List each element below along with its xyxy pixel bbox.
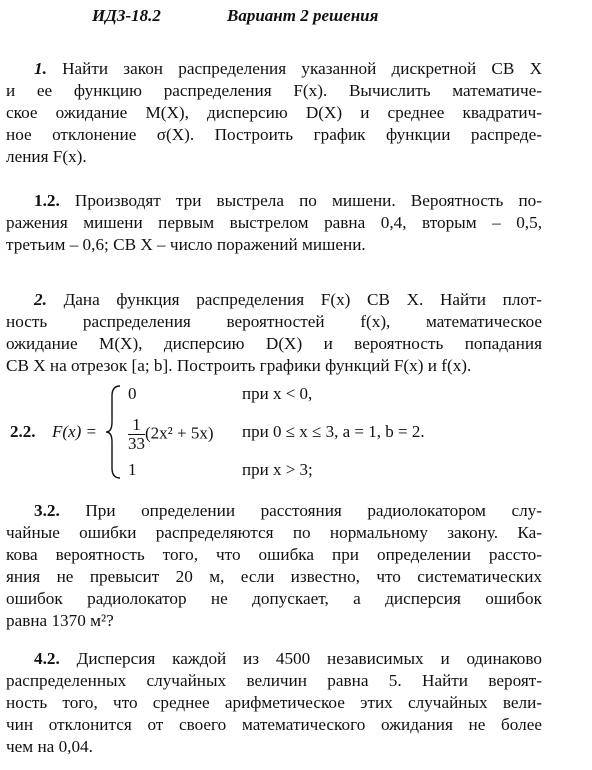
task-line: ность того, что среднее арифметическое этих случайных вели- [6, 693, 542, 712]
task-line: ражения мишени первым выстрелом равна 0,4, вторым – 0,5, [6, 213, 542, 232]
variant-title: Вариант 2 решения [227, 6, 379, 25]
task-number: 1. [34, 59, 47, 78]
task-line: ления F(x). [6, 147, 87, 166]
task-line: распределенных случайных величин равна 5. Найти вероят- [6, 671, 542, 690]
task-number: 2. [34, 290, 47, 309]
task-line: кова вероятность того, что ошибка при определении рассто- [6, 545, 542, 564]
case-3-condition: при x > 3; [242, 460, 313, 479]
task-line-text: При определении расстояния радиолокатором слу- [85, 501, 542, 520]
task-line: ское ожидание M(X), дисперсию D(X) и среднее квадратич- [6, 103, 542, 122]
fraction [128, 416, 145, 453]
task-line [6, 500, 542, 522]
task-line: чем на 0,04. [6, 737, 93, 756]
task-line-text: Дана функция распределения F(x) СВ X. Найти плот- [63, 290, 543, 309]
task-number: 1.2. [34, 191, 60, 210]
formula-label: 2.2. [10, 422, 36, 441]
task-line [6, 190, 542, 212]
task-line [6, 289, 542, 311]
fraction-denominator: 33 [128, 434, 145, 453]
task-line: третьим – 0,6; СВ X – число поражений мишени. [6, 235, 366, 254]
task-2-text [6, 289, 542, 377]
task-line: равна 1370 м²? [6, 611, 114, 630]
task-1-text [6, 58, 542, 168]
curly-brace-icon [104, 384, 124, 480]
task-line: ное отклонение σ(X). Построить график функции распреде- [6, 125, 542, 144]
task-3-2-text [6, 500, 542, 632]
task-1-2-text [6, 190, 542, 256]
fraction-numerator: 1 [128, 416, 145, 435]
case-1-value: 0 [128, 384, 137, 403]
case-2-condition: при 0 ≤ x ≤ 3, a = 1, b = 2. [242, 422, 425, 441]
task-line: СВ X на отрезок [a; b]. Построить графики функций F(x) и f(x). [6, 356, 472, 375]
page-header [92, 6, 379, 26]
task-line: и ее функцию распределения F(x). Вычислить математиче- [6, 81, 542, 100]
case-3-value: 1 [128, 460, 137, 479]
case-2-expression: (2x² + 5x) [145, 423, 214, 443]
task-number: 4.2. [34, 649, 60, 668]
task-line: яния не превысит 20 м, если известно, что систематических [6, 567, 542, 586]
piecewise-formula [10, 384, 570, 480]
task-4-2-text [6, 648, 542, 758]
formula-lhs: F(x) = [52, 422, 97, 441]
case-2-value [128, 416, 214, 453]
task-line-text: Производят три выстрела по мишени. Вероятность по- [74, 191, 543, 210]
task-line: ошибок радиолокатор не допускает, а дисперсия ошибок [6, 589, 542, 608]
assignment-code: ИДЗ-18.2 [92, 6, 161, 25]
task-line [6, 648, 542, 670]
task-line: чин отклонится от своего математического ожидания не более [6, 715, 542, 734]
case-1-condition: при x < 0, [242, 384, 313, 403]
task-line: чайные ошибки распределяются по нормальному закону. Ка- [6, 523, 542, 542]
task-line: ожидание M(X), дисперсию D(X) и вероятность попадания [6, 334, 542, 353]
task-line-text: Дисперсия каждой из 4500 независимых и одинаково [76, 649, 542, 668]
task-line [6, 58, 542, 80]
task-line-text: Найти закон распределения указанной дискретной СВ X [62, 59, 542, 78]
task-line: ность распределения вероятностей f(x), математическое [6, 312, 542, 331]
task-number: 3.2. [34, 501, 60, 520]
